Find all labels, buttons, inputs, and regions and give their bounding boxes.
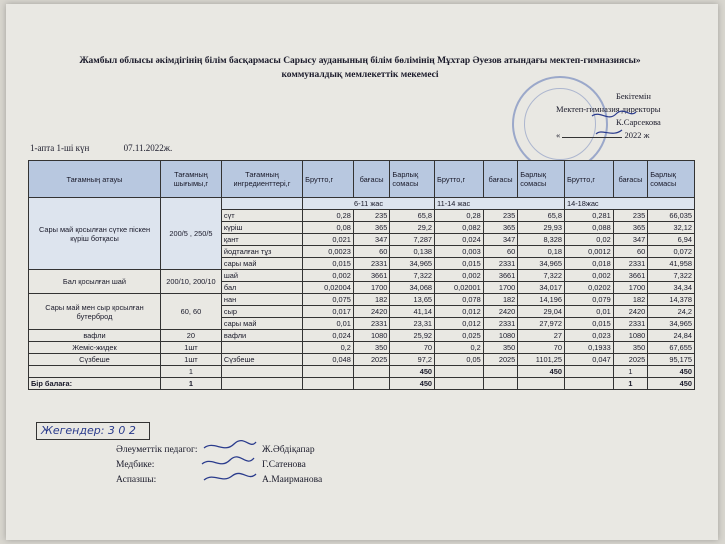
table-cell: 0,02004 [303,282,354,294]
table-cell: 0,02001 [435,282,484,294]
table-cell: 0,002 [564,270,613,282]
table-cell [303,366,354,378]
table-cell: 0,0012 [564,246,613,258]
table-cell [353,378,390,390]
approval-position: Мектеп-гимназия директоры [556,104,661,114]
table-cell: 0,002 [303,270,354,282]
table-cell: 14,378 [648,294,695,306]
table-cell: 24,2 [648,306,695,318]
table-cell: Сүзбеше [29,354,161,366]
table-cell: 3661 [353,270,390,282]
table-cell: 1700 [353,282,390,294]
table-cell [221,366,302,378]
table-cell: 365 [353,222,390,234]
table-cell: сүт [221,210,302,222]
table-cell: нан [221,294,302,306]
table-cell: бал [221,282,302,294]
table-cell: 0,003 [435,246,484,258]
dish-yield: 200/5 , 250/5 [160,198,221,270]
eaten-count-note: Жегендер: 3 0 2 [36,422,150,440]
table-cell: 20 [160,330,221,342]
table-cell: 2331 [613,318,648,330]
table-cell: 365 [613,222,648,234]
col-header: бағасы [483,161,518,198]
table-cell: 13,65 [390,294,435,306]
table-cell: Сүзбеше [221,354,302,366]
table-cell: 0,0023 [303,246,354,258]
table-cell [564,378,613,390]
table-cell: 0,088 [564,222,613,234]
table-cell: 2420 [353,306,390,318]
table-cell: 235 [353,210,390,222]
col-header: Тағамның атауы [29,161,161,198]
table-cell: 60, 60 [160,294,221,330]
table-cell: 2331 [483,258,518,270]
approval-name: К.Сарсекова [616,117,661,127]
table-cell: 0,012 [435,306,484,318]
table-cell: сыр [221,306,302,318]
table-cell: 65,8 [518,210,565,222]
table-cell: 0,2 [435,342,484,354]
table-cell: 450 [648,366,695,378]
table-cell: 95,175 [648,354,695,366]
col-header: Брутто,г [303,161,354,198]
table-cell: 182 [353,294,390,306]
table-cell [435,366,484,378]
table-cell: сары май [221,258,302,270]
table-cell: 0,021 [303,234,354,246]
table-cell: 450 [390,378,435,390]
age-group-row [29,198,695,210]
table-cell: 23,31 [390,318,435,330]
table-cell [564,366,613,378]
table-cell [435,378,484,390]
table-cell: 34,965 [390,258,435,270]
table-cell: Сары май мен сыр қосылған бутерброд [29,294,161,330]
table-cell: 0,024 [303,330,354,342]
table-cell: 1101,25 [518,354,565,366]
age-group-label: 6-11 жас [303,198,435,210]
table-cell: 0,1933 [564,342,613,354]
approval-date-prefix: « [556,130,561,140]
table-cell: 2331 [483,318,518,330]
name-social-pedagogue: Ж.Әбдіқапар [262,445,315,455]
table-cell: қант [221,234,302,246]
col-header: бағасы [613,161,648,198]
table-cell: 60 [613,246,648,258]
table-cell: 0,048 [303,354,354,366]
table-cell: 70 [390,342,435,354]
table-cell [303,378,354,390]
table-cell: 29,04 [518,306,565,318]
director-signature [590,108,638,142]
col-header: Барлық сомасы [390,161,435,198]
signature-names [262,443,322,488]
table-cell: 1080 [353,330,390,342]
table-cell: Бал қосылған шай [29,270,161,294]
table-cell: 34,017 [518,282,565,294]
table-cell: 41,958 [648,258,695,270]
table-cell: 0,079 [564,294,613,306]
table-cell: 25,92 [390,330,435,342]
table-cell: 3661 [483,270,518,282]
table-cell: 182 [483,294,518,306]
col-header: Тағамның шығымы,г [160,161,221,198]
col-header: Брутто,г [435,161,484,198]
table-cell: 0,082 [435,222,484,234]
table-cell: 60 [353,246,390,258]
table-cell [353,366,390,378]
table-cell: 0,0202 [564,282,613,294]
table-cell: 0,075 [303,294,354,306]
table-cell: 34,965 [648,318,695,330]
col-header: Барлық сомасы [648,161,695,198]
table-cell: 235 [613,210,648,222]
table-cell: 1 [613,366,648,378]
table-cell: 1080 [613,330,648,342]
table-cell: сары май [221,318,302,330]
table-cell: 182 [613,294,648,306]
table-cell: 1шт [160,342,221,354]
table-cell: 0,015 [435,258,484,270]
table-cell [483,378,518,390]
table-cell: 1700 [483,282,518,294]
table-cell: 0,01 [303,318,354,330]
document-header [40,54,680,82]
day-line [30,143,204,153]
role-social-pedagogue: Әлеуметтік педагог: [116,445,198,455]
table-cell: 24,84 [648,330,695,342]
table-cell: 2420 [613,306,648,318]
table-cell: 0,08 [303,222,354,234]
table-cell: 34,965 [518,258,565,270]
table-cell: 2331 [613,258,648,270]
table-cell: 3661 [613,270,648,282]
table-cell: 7,322 [390,270,435,282]
table-row [29,330,695,342]
table-cell: 0,18 [518,246,565,258]
table-cell: 347 [483,234,518,246]
table-cell [483,366,518,378]
table-cell [221,378,302,390]
table-cell: 0,138 [390,246,435,258]
col-header: Брутто,г [564,161,613,198]
table-cell: 0,078 [435,294,484,306]
dish-name: Сары май қосылған сүтке піскен күріш ботқасы [29,198,161,270]
table-cell: 7,322 [518,270,565,282]
table-cell: 1шт [160,354,221,366]
table-cell: 0,28 [435,210,484,222]
table-cell: 29,2 [390,222,435,234]
table-cell: 0,015 [564,318,613,330]
table-cell: 0,018 [564,258,613,270]
table-cell: 34,068 [390,282,435,294]
table-cell: 365 [483,222,518,234]
table-row [29,354,695,366]
signature-roles [116,443,198,488]
table-cell: 2025 [483,354,518,366]
table-cell: 450 [648,378,695,390]
col-header: Барлық сомасы [518,161,565,198]
table-cell: 350 [483,342,518,354]
table-cell: 0,281 [564,210,613,222]
table-cell: Бір балаға: [29,378,161,390]
week-day-label: 1-апта 1-ші күн [30,143,90,153]
table-row [29,294,695,306]
table-cell: 2331 [353,318,390,330]
col-header: Тағамның ингредиенттері,г [221,161,302,198]
approval-title: Бекітемін [616,91,651,101]
table-cell: 0,28 [303,210,354,222]
table-cell: 97,2 [390,354,435,366]
table-cell: 350 [353,342,390,354]
table-cell: 27,972 [518,318,565,330]
table-cell: 450 [518,366,565,378]
table-header-row [29,161,695,198]
table-cell: 1 [613,378,648,390]
role-nurse: Медбике: [116,460,155,470]
table-cell: 200/10, 200/10 [160,270,221,294]
table-cell: 7,322 [648,270,695,282]
name-nurse: Г.Сатенова [262,460,306,470]
approval-date-suffix: 2022 ж [624,130,650,140]
table-row [29,342,695,354]
table-cell: 41,14 [390,306,435,318]
menu-date: 07.11.2022ж. [123,143,173,153]
table-cell: 2420 [483,306,518,318]
table-cell: күріш [221,222,302,234]
age-group-label: 14-18жас [564,198,694,210]
col-header: бағасы [353,161,390,198]
table-cell: 0,024 [435,234,484,246]
table-cell [221,342,302,354]
menu-table [28,160,695,390]
table-cell: 0,05 [435,354,484,366]
table-cell: 0,2 [303,342,354,354]
handwritten-signatures [200,438,260,488]
table-cell: 1 [160,378,221,390]
table-cell: шай [221,270,302,282]
table-cell [29,366,161,378]
role-cook: Аспазшы: [116,475,157,485]
table-cell: 0,002 [435,270,484,282]
table-cell: йодталған тұз [221,246,302,258]
table-cell: 2331 [353,258,390,270]
total-row [29,378,695,390]
table-cell: 0,023 [564,330,613,342]
table-cell: 1700 [613,282,648,294]
table-cell: 2025 [613,354,648,366]
table-cell: 347 [613,234,648,246]
table-cell: 29,93 [518,222,565,234]
table-cell: 27 [518,330,565,342]
table-cell: 450 [390,366,435,378]
table-cell: 6,94 [648,234,695,246]
table-cell: 34,34 [648,282,695,294]
table-cell: 1080 [483,330,518,342]
table-cell: 65,8 [390,210,435,222]
table-cell: 0,072 [648,246,695,258]
table-cell: 1 [160,366,221,378]
table-cell: 350 [613,342,648,354]
table-cell: 0,02 [564,234,613,246]
table-cell: 60 [483,246,518,258]
table-cell: 0,012 [435,318,484,330]
header-line-2: коммуналдық мемлекеттік мекемесі [281,70,439,80]
table-cell: 0,01 [564,306,613,318]
subtotal-row [29,366,695,378]
table-cell: вафли [29,330,161,342]
table-cell: 0,025 [435,330,484,342]
table-cell: 7,287 [390,234,435,246]
table-row [29,270,695,282]
table-cell [518,378,565,390]
header-line-1: Жамбыл облысы әкімдігінің білім басқармасы Сарысу ауданының білім бөлімінің Мұхтар Әуезов атындағы мектеп-гимназиясы» [79,56,641,66]
name-cook: А.Маирманова [262,475,323,485]
table-cell: 2025 [353,354,390,366]
table-cell: Жеміс-жидек [29,342,161,354]
table-cell: 70 [518,342,565,354]
table-cell: 8,328 [518,234,565,246]
table-cell: 347 [353,234,390,246]
table-cell: вафли [221,330,302,342]
table-cell: 14,196 [518,294,565,306]
table-cell: 67,655 [648,342,695,354]
table-cell: 0,015 [303,258,354,270]
table-cell: 0,017 [303,306,354,318]
table-cell: 0,047 [564,354,613,366]
table-cell: 32,12 [648,222,695,234]
table-cell: 235 [483,210,518,222]
table-cell: 66,035 [648,210,695,222]
age-group-label: 11-14 жас [435,198,565,210]
